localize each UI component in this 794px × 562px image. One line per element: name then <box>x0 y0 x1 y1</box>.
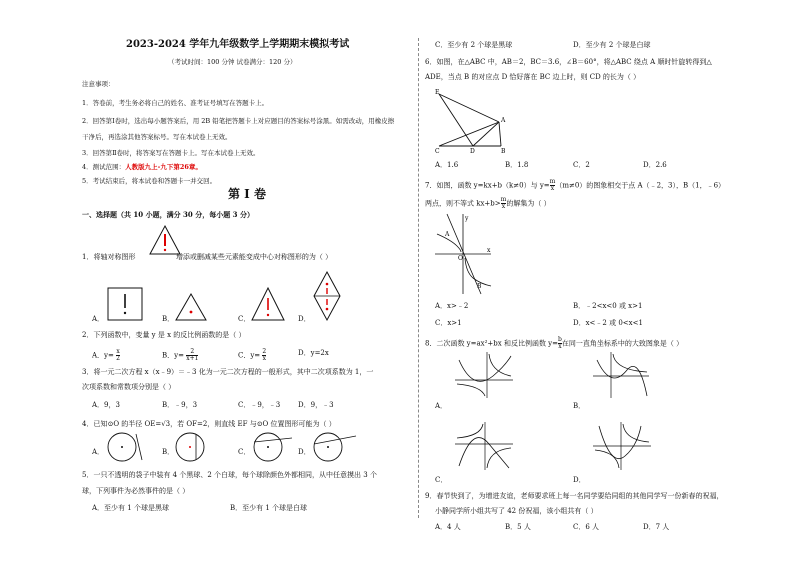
q6-rotated-triangle-figure <box>433 88 513 154</box>
q5-option-c[interactable]: C．至少有 2 个球是黑球 <box>435 41 513 49</box>
q8-stem-b: 在同一直角坐标系中的大致图象是（ ） <box>561 339 684 348</box>
q9-option-b[interactable]: B．5 人 <box>505 523 531 531</box>
q9-option-d[interactable]: D．7 人 <box>643 523 670 531</box>
q4-option-c[interactable]: C． <box>238 448 251 456</box>
q8-option-b-graph <box>591 350 651 400</box>
q8-option-d-graph <box>591 420 653 472</box>
q7-option-b[interactable]: B．﹣2<x<0 或 x>1 <box>573 302 643 310</box>
q7-line2-b: 的解集为（ ） <box>506 199 551 208</box>
q7-origin-label: O <box>458 255 463 262</box>
q6-line2: ADE，当点 B 的对应点 D 恰好落在 BC 边上时，则 CD 的长为（ ） <box>425 73 641 81</box>
q3-option-b[interactable]: B．﹣9，3 <box>162 401 198 409</box>
q1-option-b-figure <box>174 292 208 322</box>
q9-option-a[interactable]: A．4 人 <box>435 523 461 531</box>
q5-option-a[interactable]: A．至少有 1 个球是黑球 <box>92 504 169 512</box>
q4-stem: 4．已知⊙O 的半径 OE=√3，若 OF=2，则直线 EF 与⊙O 位置图形可能为（ ） <box>82 420 336 428</box>
q2-option-a-fraction: $\frac{x}{2}$ <box>116 348 120 362</box>
q7-line1 <box>425 179 725 192</box>
q1-option-d[interactable]: D． <box>298 315 311 323</box>
q7-line2-a: 两点，则不等式 kx+b> <box>425 199 501 208</box>
q6-label-d: D <box>470 148 475 155</box>
note-item: 干净后，再选涂其他答案标号。写在本试卷上无效。 <box>82 133 232 141</box>
right-column <box>425 0 770 562</box>
q7-option-d[interactable]: D．x<﹣2 或 0<x<1 <box>573 319 643 327</box>
q7-line1-b: （m≠0）的图象相交于点 A（﹣2，3），B（1，﹣6） <box>555 181 726 190</box>
q5-line2: 球，下列事件为必然事件的是（ ） <box>82 487 190 495</box>
q8-stem <box>425 337 683 350</box>
q9-line1: 9．春节快到了，为增进友谊，老师要求班上每一名同学要给同组的其他同学写一份新春的祝福， <box>425 492 724 500</box>
q1-warning-triangle-figure <box>148 224 182 256</box>
scope-highlight: 人教版九上-九下第26章。 <box>125 163 202 171</box>
q7-axis-x-label: x <box>487 247 491 254</box>
q5-option-b[interactable]: B．至少有 1 个球是白球 <box>230 504 308 512</box>
q7-fraction: $\frac{m}{x}$ <box>549 178 556 192</box>
q6-option-d[interactable]: D．2.6 <box>643 161 667 169</box>
q7-point-b-label: B <box>477 283 482 290</box>
exam-subtitle: （考试时间：100 分钟 试卷满分：120 分） <box>168 58 297 66</box>
part-one-heading: 一、选择题（共 10 小题，满分 30 分，每小题 3 分） <box>82 210 254 219</box>
note-item: 5．考试结束后，将本试卷和答题卡一并交回。 <box>82 177 217 185</box>
q8-fraction: $\frac{b}{x}$ <box>558 336 562 350</box>
q8-option-c[interactable]: C． <box>435 476 448 484</box>
q6-line1: 6．如图，在△ABC 中，AB＝2，BC＝3.6，∠B＝60°，将△ABC 绕点 A 顺时针旋转得到△ <box>425 58 712 66</box>
q2-option-a[interactable] <box>92 349 120 362</box>
q4-option-b-circle-figure <box>172 430 212 464</box>
q3-option-c[interactable]: C．﹣9，﹣3 <box>238 401 281 409</box>
q7-line1-a: 7．如图，函数 y=kx+b（k≠0）与 y= <box>425 181 550 190</box>
q2-option-c[interactable] <box>238 349 266 362</box>
exam-title: 2023-2024 学年九年级数学上学期期末模拟考试 <box>126 39 350 50</box>
q1-option-d-figure <box>312 270 342 322</box>
q7-function-graph <box>433 212 493 296</box>
q1-option-a-figure <box>106 286 144 322</box>
q6-label-a: A <box>501 117 506 124</box>
note-item <box>82 163 202 172</box>
q1-option-c[interactable]: C． <box>238 315 251 323</box>
q6-label-b: B <box>501 148 506 155</box>
q2-option-b-fraction: $\frac{2}{x+1}$ <box>186 348 199 362</box>
q1-stem <box>82 253 332 262</box>
note-item: 2．回答第Ⅰ卷时，选出每小题答案后，用 2B 铅笔把答题卡上对应题目的答案标号涂黑。如需改动，用橡皮擦 <box>82 117 395 125</box>
q2-option-b-label: B．y= <box>162 351 184 360</box>
q8-option-a-graph <box>453 350 515 400</box>
q6-label-c: C <box>435 148 440 155</box>
q2-stem: 2．下列函数中，变量 y 是 x 的反比例函数的是（ ） <box>82 331 246 339</box>
q7-option-a[interactable]: A．x>﹣2 <box>435 302 469 310</box>
q9-line2: 小静同学所小组共写了 42 份祝福，该小组共有（ ） <box>435 507 598 515</box>
q2-option-a-label: A．y= <box>92 351 114 360</box>
q2-option-c-fraction: $\frac{2}{x}$ <box>262 348 267 362</box>
q1-option-a[interactable]: A． <box>92 315 105 323</box>
q6-option-b[interactable]: B．1.8 <box>505 161 529 169</box>
note-item: 3．回答第Ⅱ卷时，将答案写在答题卡上。写在本试卷上无效。 <box>82 149 260 157</box>
q2-option-c-label: C．y= <box>238 351 261 360</box>
q4-option-d-circle-figure <box>310 430 358 464</box>
q3-option-d[interactable]: D．9，﹣3 <box>298 401 334 409</box>
q5-option-d[interactable]: D．至少有 2 个球是白球 <box>573 41 651 49</box>
q2-option-d[interactable]: D．y=2x <box>298 349 329 357</box>
q5-line1: 5．一只不透明的袋子中装有 4 个黑球、2 个白球，每个球除颜色外都相同，从中任意摸出 3 个 <box>82 471 377 479</box>
q4-option-d[interactable]: D． <box>298 448 311 456</box>
q3-option-a[interactable]: A．9，3 <box>92 401 120 409</box>
q9-option-c[interactable]: C．6 人 <box>573 523 600 531</box>
q8-option-c-graph <box>453 420 515 472</box>
q6-option-c[interactable]: C．2 <box>573 161 590 169</box>
q4-option-b[interactable]: B． <box>162 448 175 456</box>
q7-option-c[interactable]: C．x>1 <box>435 319 462 327</box>
column-divider <box>418 38 419 518</box>
q2-option-b[interactable] <box>162 349 198 362</box>
q3-line2: 次项系数和常数项分别是（ ） <box>82 383 176 391</box>
q8-option-a[interactable]: A． <box>435 402 448 410</box>
note-scope-label: 4．测试范围： <box>82 163 126 171</box>
q7-fraction-2: $\frac{m}{x}$ <box>500 196 507 210</box>
q7-axis-y-label: y <box>465 215 469 222</box>
q4-option-a-circle-figure <box>102 430 150 464</box>
q1-option-b[interactable]: B． <box>162 315 175 323</box>
q8-option-d[interactable]: D． <box>573 476 586 484</box>
section-title: 第 I 卷 <box>228 187 266 201</box>
q1-stem-a: 1．将轴对称图形 <box>82 253 136 261</box>
note-item: 1．答卷前，考生务必将自己的姓名、准考证号填写在答题卡上。 <box>82 99 269 107</box>
q4-option-a[interactable]: A． <box>92 448 105 456</box>
q6-label-e: E <box>435 89 440 96</box>
q8-option-b[interactable]: B． <box>573 402 586 410</box>
left-column <box>82 0 412 562</box>
q1-stem-b: 增添或删减某些元素能变成中心对称图形的为（ ） <box>175 253 333 261</box>
q8-stem-a: 8．二次函数 y=ax²+bx 和反比例函数 y= <box>425 339 558 348</box>
q1-option-c-figure <box>250 286 286 322</box>
q3-line1: 3．将一元二次方程 x（x﹣9）＝﹣3 化为一元二次方程的一般形式，其中二次项系数为 1，一 <box>82 368 374 376</box>
q7-point-a-label: A <box>445 231 450 238</box>
notes-heading: 注意事项： <box>82 80 115 88</box>
q6-option-a[interactable]: A．1.6 <box>435 161 459 169</box>
q7-line2 <box>425 197 551 210</box>
q4-option-c-circle-figure <box>248 430 294 464</box>
